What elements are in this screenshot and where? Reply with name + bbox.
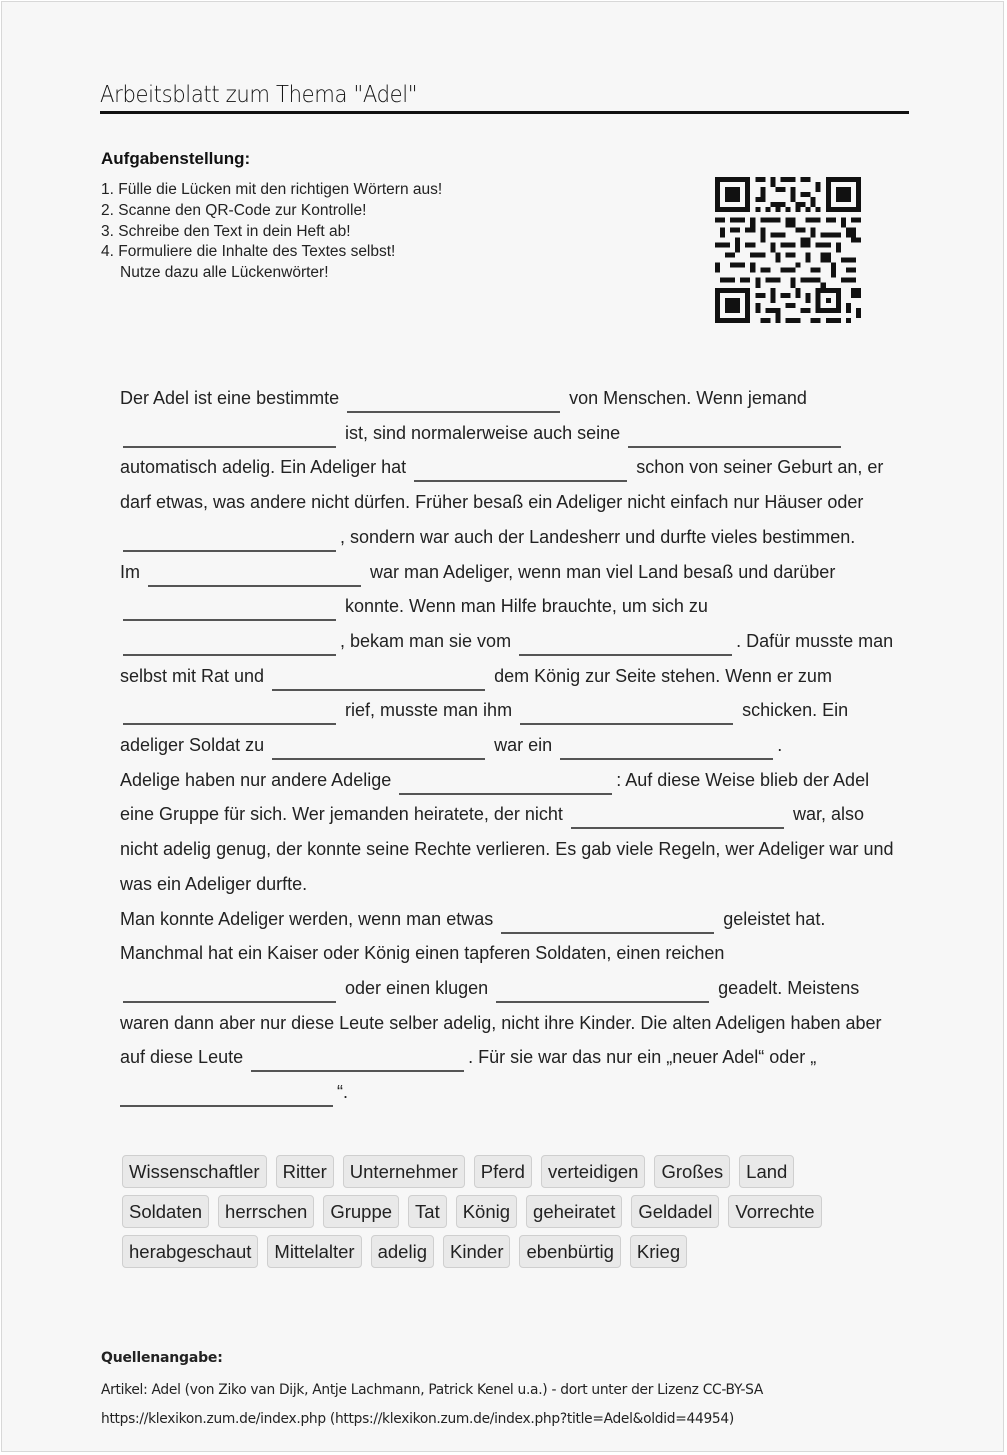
word-chip[interactable]: Ritter xyxy=(276,1155,334,1188)
worksheet-title: Arbeitsblatt zum Thema "Adel" xyxy=(100,82,418,108)
task-item: 3. Schreibe den Text in dein Heft ab! xyxy=(101,222,351,240)
gap-blank[interactable] xyxy=(519,630,732,656)
gap-blank[interactable] xyxy=(272,665,485,691)
word-chip[interactable]: Mittelalter xyxy=(267,1235,361,1268)
word-chip[interactable]: verteidigen xyxy=(541,1155,646,1188)
paragraph-1: Der Adel ist eine bestimmte von Menschen. Wenn jemand ist, sind normalerweise auch seine automatisch adelig. Ein Adeliger hat schon von seiner Geburt an, er darf etwas, was andere nicht dürfen. Früher besaß ein Adeliger nicht einfach nur Häuser oder , sondern war auch der Landesherr und durfte vieles bestimmen. xyxy=(120,381,900,555)
word-chip[interactable]: herabgeschaut xyxy=(122,1235,258,1268)
word-chip[interactable]: König xyxy=(456,1195,517,1228)
gap-blank[interactable] xyxy=(123,595,336,621)
gap-blank[interactable] xyxy=(123,422,336,448)
gap-blank[interactable] xyxy=(501,908,714,934)
gap-blank[interactable] xyxy=(123,630,336,656)
task-list xyxy=(101,180,442,284)
gap-blank[interactable] xyxy=(560,734,773,760)
sources-heading: Quellenangabe: xyxy=(101,1350,223,1366)
word-chip[interactable]: Pferd xyxy=(474,1155,532,1188)
gap-blank[interactable] xyxy=(123,699,336,725)
word-row xyxy=(122,1195,862,1228)
word-chip[interactable]: herrschen xyxy=(218,1195,314,1228)
word-chip[interactable]: Tat xyxy=(408,1195,447,1228)
sources-url[interactable]: https://klexikon.zum.de/index.php (https://klexikon.zum.de/index.php?title=Adel&oldid=44954) xyxy=(101,1411,734,1427)
gap-text xyxy=(120,381,900,1110)
worksheet-page xyxy=(1,1,1004,1452)
task-item: 1. Fülle die Lücken mit den richtigen Wörtern aus! xyxy=(101,181,443,198)
word-chip[interactable]: Soldaten xyxy=(122,1195,209,1228)
word-chip[interactable]: Land xyxy=(739,1155,794,1188)
paragraph-2: Im war man Adeliger, wenn man viel Land besaß und darüber konnte. Wenn man Hilfe brauchte, um sich zu , bekam man sie vom . Dafür musste man selbst mit Rat und dem König zur Seite stehen. Wenn er zum rief, musste man ihm schicken. Ein adeliger Soldat zu war ein . xyxy=(120,555,900,763)
gap-blank[interactable] xyxy=(148,561,361,587)
word-chip[interactable]: geheiratet xyxy=(526,1195,622,1228)
word-chip[interactable]: Geldadel xyxy=(631,1195,719,1228)
gap-blank[interactable] xyxy=(123,977,336,1003)
gap-blank[interactable] xyxy=(272,734,485,760)
task-item: 4. Formuliere die Inhalte des Textes selbst! Nutze dazu alle Lückenwörter! xyxy=(101,243,396,282)
task-heading: Aufgabenstellung: xyxy=(101,149,251,168)
word-chip[interactable]: Großes xyxy=(654,1155,730,1188)
word-bank xyxy=(122,1155,862,1275)
word-chip[interactable]: Wissenschaftler xyxy=(122,1155,267,1188)
gap-blank[interactable] xyxy=(251,1046,464,1072)
gap-blank[interactable] xyxy=(496,977,709,1003)
gap-blank[interactable] xyxy=(399,769,612,795)
sources-section xyxy=(101,1350,773,1434)
gap-blank[interactable] xyxy=(123,526,336,552)
task-item: 2. Scanne den QR-Code zur Kontrolle! xyxy=(101,201,367,219)
gap-blank[interactable] xyxy=(414,456,627,482)
gap-blank[interactable] xyxy=(120,1081,333,1107)
sources-article: Artikel: Adel (von Ziko van Dijk, Antje Lachmann, Patrick Kenel u.a.) - dort unter der Lizenz CC-BY-SA xyxy=(101,1382,763,1398)
word-chip[interactable]: adelig xyxy=(371,1235,434,1268)
gap-blank[interactable] xyxy=(520,699,733,725)
word-chip[interactable]: Vorrechte xyxy=(728,1195,821,1228)
title-divider xyxy=(100,111,909,114)
word-chip[interactable]: Krieg xyxy=(630,1235,687,1268)
qr-code-icon[interactable] xyxy=(715,176,861,324)
paragraph-3: Adelige haben nur andere Adelige : Auf diese Weise blieb der Adel eine Gruppe für sich. Wer jemanden heiratete, der nicht war, also nicht adelig genug, der konnte seine Rechte verlieren. Es gab viele Regeln, wer Adeliger war und was ein Adeliger durfte. xyxy=(120,769,894,894)
word-chip[interactable]: Unternehmer xyxy=(343,1155,465,1188)
gap-blank[interactable] xyxy=(571,803,784,829)
word-chip[interactable]: Kinder xyxy=(443,1235,510,1268)
word-chip[interactable]: Gruppe xyxy=(323,1195,399,1228)
word-row xyxy=(122,1155,862,1188)
word-row xyxy=(122,1235,862,1268)
paragraph-4: Man konnte Adeliger werden, wenn man etwas geleistet hat. Manchmal hat ein Kaiser oder König einen tapferen Soldaten, einen reichen oder einen klugen geadelt. Meistens waren dann aber nur diese Leute selber adelig, nicht ihre Kinder. Die alten Adeligen haben aber auf diese Leute . Für sie war das nur ein „neuer Adel“ oder „“. xyxy=(120,902,900,1110)
gap-blank[interactable] xyxy=(347,387,560,413)
gap-blank[interactable] xyxy=(628,422,841,448)
word-chip[interactable]: ebenbürtig xyxy=(519,1235,620,1268)
